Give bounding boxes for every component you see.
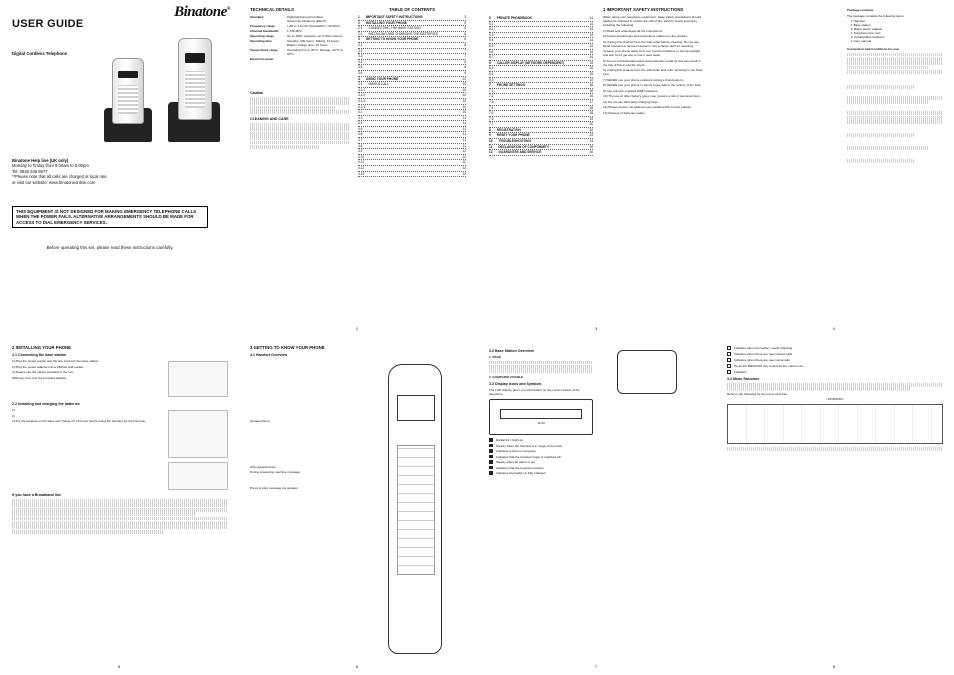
page-number: 3 (594, 326, 598, 331)
toc-entry-page: 6 (464, 42, 466, 47)
handset-on-base-figure (168, 462, 228, 490)
tech-table (250, 15, 350, 61)
base-connection-figure (168, 361, 228, 397)
display-symbol-icon (489, 460, 493, 464)
toc-entry-page: 11 (462, 121, 466, 126)
toc-entry-number: 4.1.4 (358, 104, 366, 109)
toc-entry-page: 14 (589, 49, 593, 54)
package-item: 1 Telephone line cord (851, 31, 881, 35)
toc-entry-number: 5.1 (489, 21, 494, 26)
menu-structure-table (727, 404, 943, 444)
install-step: 2) (12, 413, 15, 418)
icon-row (489, 438, 593, 442)
toc-entry-number: 12 (489, 150, 493, 155)
toc-entry-number: 2.1 (358, 26, 363, 31)
toc-entry-number: 4.1.3 (358, 98, 366, 103)
icon-description: Steady when an alarm is set (496, 460, 535, 465)
toc-entry-page: 8 (464, 59, 466, 64)
page-number: 8 (832, 664, 836, 669)
toc-entry-page: 11 (462, 143, 466, 148)
icon-row (727, 346, 943, 350)
toc-entry-title: TROUBLESHOOTING (498, 139, 531, 144)
package-item: 1 Handset (851, 19, 866, 23)
toc-entry-number: 5.6 (489, 49, 494, 54)
page-number: 6 (355, 664, 359, 669)
toc-entry-page: 18 (589, 105, 593, 110)
toc-entry[interactable] (358, 172, 466, 178)
toc-entry-number: 4.13 (358, 171, 365, 176)
toc-entry-number: 4.4 (358, 121, 363, 126)
toc-entry-number: 3.3 (358, 54, 363, 59)
icon-description: Redial list / Call List (496, 438, 523, 443)
toc-entry-page: 9 (464, 70, 466, 75)
safety-item: 2) Follow all warnings and instructions marked on the product. (603, 34, 688, 38)
tech-title: TECHNICAL DETAILS (250, 7, 295, 12)
toc-entry-page: 17 (589, 99, 593, 104)
toc-entry-page: 16 (589, 88, 593, 93)
toc-entry-number: 6 (489, 60, 491, 65)
toc-entry-number: 3 (358, 37, 360, 42)
toc-entry-page: 11 (462, 115, 466, 120)
tech-value: 1.88 to 1.9 GHz (bandwidth = 20 MHz) (287, 24, 340, 28)
icon-description: Indicates the battery is fully charged (496, 471, 546, 476)
toc-entry-number: 7.7 (489, 122, 494, 127)
toc-entry-number: 8 (489, 127, 491, 132)
toc-left (358, 15, 466, 177)
toc-entry-number: 4.10 (358, 154, 365, 159)
tech-key: Electrical power (250, 57, 274, 61)
icon-description: Indicates when there are new missed calls (734, 352, 793, 356)
toc-entry-page: 14 (589, 38, 593, 43)
toc-entry-number: 4 (358, 76, 360, 81)
toc-entry-page: 18 (589, 111, 593, 116)
display-symbol-icon (489, 466, 493, 470)
toc-entry-title: INSTALLING AND CHARGING THE BATTERIES (368, 31, 438, 36)
display-symbol-icon (489, 449, 493, 453)
toc-entry-page: 11 (462, 126, 466, 131)
toc-entry-page: 15 (589, 60, 593, 65)
tech-key: Operating time (250, 39, 272, 43)
toc-entry-page: 12 (462, 149, 466, 154)
emergency-warning: THIS EQUIPMENT IS NOT DESIGNED FOR MAKING EMERGENCY TELEPHONE CALLS WHEN THE POWER FAILS. ALTERNATIVE ARRANGEMENTS SHOULD BE MADE FOR ACCESS TO DIAL EMERGENCY SERVICES. (12, 206, 208, 228)
package-item: 1 User manual (851, 39, 872, 43)
toc-entry-page: 6 (464, 37, 466, 42)
toc-entry-number: 6.3 (489, 77, 494, 82)
toc-entry-number: 5.4 (489, 38, 494, 43)
icon-row (489, 444, 593, 448)
safety-item: 7) NEVER use your phone outdoors during a thunderstorm. (603, 77, 685, 82)
toc-entry-number: 3.6 (358, 70, 363, 75)
toc-entry-page: 12 (462, 154, 466, 159)
toc-entry-page: 10 (462, 110, 466, 115)
package-contents-page: Package contents The package contains the following items: 1 Handset 1 Base station 1 Mains power adapter 1 Telephone line cord 2 rechargeable batteries 1 User manual Connection and Conditions for use: 4 (715, 0, 953, 337)
toc-entry-number: 10 (489, 139, 493, 144)
toc-entry-page: 12 (462, 166, 466, 171)
toc-entry-number: 7.5 (489, 111, 494, 116)
toc-entry-number: 5.5 (489, 43, 494, 48)
read-instructions-note: Before operating this set, please read these instructions carefully. (46, 245, 174, 250)
toc-entry-title: MAKE A CALL (368, 82, 389, 87)
display-symbol-icon (489, 438, 493, 442)
toc-entry-title: REGISTRATION (496, 127, 521, 132)
toc-entry-page: 12 (462, 160, 466, 165)
toc-entry-page: 14 (589, 32, 593, 37)
phone-illustration (98, 30, 230, 148)
menu-structure-page: Indicates when the battery needs charging Indicates when there are new missed calls Indicates when there are new voicemails Press the MENU/OK key to access the main menu Indicates 3.4 Menu Structure Refer to the following for the menu structure: <UP/DOWN> 8 (715, 338, 953, 675)
lcd-display-figure: 12:30 (489, 399, 593, 435)
toc-entry-page: 11 (462, 138, 466, 143)
safety-item: 11) Do not use third party charging bays. (603, 99, 659, 104)
helpline-info: Binatone Help line (UK only) Monday to Friday from 9.00am to 5.00pm Tel: 0845 345 9677 **Please note that all calls are charged at local rate or visit our website: www.binatoneonline.com (12, 158, 107, 185)
toc-entry-title: INSTALLING YOUR PHONE (365, 20, 407, 25)
display-symbol-icon (727, 346, 731, 350)
toc-entry-page: 16 (589, 83, 593, 88)
safety-item: 8) NEVER use your phone to report a gas leak in the vicinity of the leak. (603, 83, 702, 87)
tech-value: Standby: 100 hours, Talking: 10 hours, Battery charge time: 15 hours (287, 39, 340, 47)
tech-row (250, 24, 350, 28)
toc-entry-page: 3 (464, 15, 466, 19)
tech-key: Frequency range (250, 24, 275, 28)
safety-item: 5) Do not overload wall outlets and extension cords as this can result in the risk of fire or electric shock. (603, 58, 701, 67)
page-number: 4 (832, 326, 836, 331)
display-symbol-icon (727, 370, 731, 374)
toc-entry-page: 14 (589, 55, 593, 60)
tech-row (250, 29, 350, 33)
toc-entry-page: 13 (462, 171, 466, 176)
tech-value: Up to 300m outdoors; up to 50m indoors (287, 34, 343, 38)
tech-value: Operating 0°C to 40°C, Storage -20°C to 60°C (287, 48, 343, 56)
safety-item: 6) Unplug this product from the wall outlet and refer servicing to our Help Line. (603, 68, 703, 76)
icon-description: Indicates when there are new voicemails (734, 358, 790, 362)
toc-entry-number: 7.1 (489, 88, 494, 93)
toc-entry-number: 7.6 (489, 116, 494, 121)
tech-row (250, 48, 350, 56)
base-overview-page: 3.2 Base Station Overview 1. PAGE 2. CHARGING CRADLE 3.3 Display Icons and Symbols The LCD display gives you information on the current status of the telephone. 12:30 Redial list / Call List Steady when the handset is in range of the base Indicates a call is in progress Indicates that the handset ringer is switched off Steady when an alarm is set Indicates that the keypad is locked Indicates the battery is fully charged 7 (477, 338, 715, 675)
base-station-diagram (617, 350, 677, 394)
toc-entry-page: 7 (464, 54, 466, 59)
cleaning-heading: CLEANING AND CARE (250, 116, 289, 121)
toc-entry-number: 4.1 (358, 82, 363, 87)
toc-entry-title: GUARANTEE AND SERVICE (498, 150, 542, 155)
toc-entry-title: USING YOUR PHONE (365, 76, 399, 81)
toc-entry-number: 7.4 (489, 105, 494, 110)
handset-diagram (388, 364, 442, 654)
toc-entry-page: 26 (589, 144, 593, 149)
icon-row (489, 455, 593, 459)
install-step: Warning: Use only the provided adapter. (12, 375, 68, 380)
toc-entry-number: 4.1.1 (358, 87, 366, 92)
toc-entry-page: 22 (589, 127, 593, 132)
toc-entry-page: 5 (464, 26, 466, 31)
toc-entry-title: DECLARATION OF CONFORMITY (498, 144, 549, 149)
tech-value: 1.728 MHz (287, 29, 302, 33)
install-step: 1) (12, 408, 15, 412)
getting-to-know-page: 3 GETTING TO KNOW YOUR PHONE 3.1 Handset Overview speakerphone with speakerphone During answering machine message Press to play message via speaker 6 (238, 338, 476, 675)
toc-entry-number: 5.7 (489, 55, 494, 60)
toc-entry-title: GETTING TO KNOW YOUR PHONE (365, 37, 419, 42)
toc-entry-title: CONNECTING THE BASE STATION (368, 26, 421, 31)
installing-page: 2 INSTALLING YOUR PHONE 2.1 Connecting the base station 1) Plug the power supply and the line cord into the base station. 2) Plug the power adapter into a 230Vac wall socket. 3) Always use the cables provided in the box. Warning: Use only the provided adapter. 2.2 Installing and charging the batteries 1) 2) 3) Put the handset on the base and charge for 15 hours before using the handset for the first time. If you have a Broadband line 5 (0, 338, 238, 675)
cover-subtitle: Digital Cordless Telephone (12, 51, 68, 56)
tech-key: Standard (250, 15, 264, 19)
tech-key: Temperature range (250, 48, 278, 52)
display-symbol-icon (489, 455, 493, 459)
toc-entry-number: 3.1 (358, 42, 363, 47)
icon-description: Indicates when the battery needs charging (734, 346, 793, 350)
icon-row (727, 358, 943, 362)
cover-page (0, 0, 238, 337)
safety-list (603, 29, 705, 115)
icon-row (727, 364, 943, 368)
toc-entry-page: 10 (462, 104, 466, 109)
toc-entry-page: 14 (589, 43, 593, 48)
toc-entry-number: 4.7 (358, 138, 363, 143)
toc-entry-number: 4.11 (358, 160, 364, 165)
icon-description: Indicates (734, 370, 747, 374)
toc-title: TABLE OF CONTENTS (389, 7, 435, 12)
toc-entry-page: 23 (589, 133, 593, 138)
toc-entry-number: 5 (489, 16, 491, 20)
toc-entry-number: 7.3 (489, 99, 494, 104)
toc-entry-page: 24 (589, 139, 593, 144)
toc-entry-title: CALLER DISPLAY (NETWORK DEPENDENT) (496, 60, 565, 65)
toc-entry-title: PRIVATE PHONEBOOK (496, 16, 532, 20)
safety-item: 12) Please ensure the batteries are installed with correct polarity. (603, 105, 692, 109)
tech-value: Digital Enhanced Cordless Telecommunications (DECT) (287, 15, 327, 23)
toc-entry-page: 14 (589, 21, 593, 26)
toc-entry-number: 4.5 (358, 126, 363, 131)
toc-entry-number: 2 (358, 20, 360, 25)
cover-title: USER GUIDE (12, 18, 84, 30)
toc-entry-title: PHONE SETTINGS (496, 83, 525, 88)
safety-title: 1 IMPORTANT SAFETY INSTRUCTIONS (603, 7, 684, 12)
toc-entry-page: 10 (462, 93, 466, 98)
toc-entry-number: 5.3 (489, 32, 494, 37)
toc-entry-page: 10 (462, 76, 466, 81)
toc-entry-number: 9 (489, 133, 491, 138)
toc-entry-number: 6.1 (489, 66, 494, 71)
toc-entry-page: 20 (589, 122, 593, 127)
tech-key: Operating range (250, 34, 274, 38)
toc-entry-number: 3.2 (358, 48, 363, 53)
page-number: 7 (594, 664, 598, 669)
toc-entry-page: 15 (589, 71, 593, 76)
toc-entry-page: 14 (589, 27, 593, 32)
toc-entry-number: 4.9 (358, 149, 363, 154)
icon-row (489, 449, 593, 453)
toc-entry-page: 10 (462, 82, 466, 87)
toc-entry-number: 3.5 (358, 65, 363, 70)
install-step: 3) Always use the cables provided in the box. (12, 370, 74, 374)
icon-row (489, 460, 593, 464)
package-item: 2 rechargeable batteries (851, 35, 885, 39)
toc-entry-number: 4.8 (358, 143, 363, 148)
toc-entry-page: 16 (589, 94, 593, 99)
page-number: 5 (117, 664, 121, 669)
install-step: 3) Put the handset on the base and charge for 15 hours before using the handset for the first time. (12, 419, 146, 423)
toc-entry-number: 7 (489, 83, 491, 88)
tech-key: Channel bandwidth (250, 29, 279, 33)
toc-entry-page: 15 (589, 77, 593, 82)
install-step: 1) Plug the power supply and the line cord into the base station. (12, 359, 100, 363)
icon-description: Indicates a call is in progress (496, 449, 536, 454)
battery-install-figure (168, 410, 228, 458)
icon-description: Steady when the handset is in range of the base (496, 443, 563, 448)
toc-entry-number: 3.4 (358, 59, 363, 64)
toc-entry-page: 7 (464, 48, 466, 53)
toc-entry-number: 2.2 (358, 31, 363, 36)
icon-description: Indicates that the keypad is locked (496, 465, 544, 470)
toc-entry-number: 4.12 (358, 166, 365, 171)
display-symbol-icon (489, 444, 493, 448)
package-item: 1 Mains power adapter (851, 27, 883, 31)
toc-entry-page: 10 (462, 98, 466, 103)
tech-row (250, 15, 350, 23)
display-symbol-icon (727, 358, 731, 362)
toc-entry[interactable] (489, 150, 593, 156)
toc-entry-page: 5 (464, 20, 466, 25)
tech-row (250, 57, 350, 61)
toc-entry-number: 6.2 (489, 71, 494, 76)
display-symbol-icon (489, 471, 493, 475)
package-item: 1 Base station (851, 23, 871, 27)
toc-entry-page: 26 (589, 150, 593, 155)
safety-item: 4) Keep your phone away from hot, humid conditions or strong sunlight, and don't let it get wet or use it near water. (603, 49, 701, 57)
toc-entry-page: 10 (462, 87, 466, 92)
tech-row (250, 39, 350, 47)
icon-row (489, 466, 593, 470)
technical-details-page (238, 0, 476, 337)
safety-item: 3) Unplug this product from the wall outlet before cleaning. Do not use liquid cleaners or aerosol cleaners. Use a damp cloth for cleaning. (603, 39, 699, 48)
tech-value (287, 57, 350, 61)
toc-entry-page: 5 (464, 31, 466, 36)
safety-item: 13) Dispose of batteries safely. (603, 110, 646, 115)
safety-item: 10) The use of other battery types may present a risk of personal injury. (603, 94, 701, 98)
toc-entry-title: IMPORTANT SAFETY INSTRUCTIONS (365, 15, 423, 19)
display-symbol-icon (727, 364, 731, 368)
package-list (847, 19, 943, 43)
icon-row (489, 471, 593, 475)
display-symbol-icon (727, 352, 731, 356)
icon-description: Press the MENU/OK key to access the main menu (734, 364, 804, 368)
toc-entry-number: 4.2 (358, 110, 363, 115)
toc-entry-page: 14 (589, 16, 593, 20)
toc-entry-number: 11 (489, 144, 493, 149)
brand-logo: Binatone® (174, 4, 230, 20)
toc-entry-page: 8 (464, 65, 466, 70)
toc-entry-number: 4.3 (358, 115, 363, 120)
caution-heading: Caution (250, 91, 264, 95)
toc-entry-number: 4.6 (358, 132, 363, 137)
tech-row (250, 34, 350, 38)
safety-item: 9) Use only the supplied NiMH batteries. (603, 88, 659, 93)
toc-entry-number: 7.2 (489, 94, 494, 99)
toc-entry-number: 5.2 (489, 27, 494, 32)
toc-entry-number: 1 (358, 15, 360, 19)
icon-row (727, 352, 943, 356)
icon-description: Indicates that the handset ringer is switched off (496, 454, 561, 459)
page-number: 1 (355, 326, 359, 331)
toc-entry-page: 11 (462, 132, 466, 137)
toc-right (489, 16, 593, 156)
install-step: 2) Plug the power adapter into a 230Vac wall socket. (12, 364, 85, 369)
toc-entry-number: 4.1.2 (358, 93, 366, 98)
toc-entry-page: 19 (589, 116, 593, 121)
icon-row (727, 370, 943, 374)
safety-item: 1) Read and understand all the instructions. (603, 28, 663, 33)
broadband-heading: If you have a Broadband line (12, 493, 61, 497)
toc-entry-page: 15 (589, 66, 593, 71)
toc-entry-title: RESET YOUR PHONE (496, 133, 530, 138)
toc-safety-page: 5 PRIVATE PHONEBOOK 14 5.1 14 5.2 14 5.3 14 5.4 14 5.5 14 5.6 14 5.7 14 6 CALLER DISPLAY (NETWORK DEPENDENT) 15 6.1 15 6.2 15 6.3 15 7 PHONE SETTINGS 16 7.1 16 7.2 16 7.3 17 7.4 18 7.5 18 7.6 19 7.7 20 8 REGISTRATION 22 9 RESET YOUR PHONE 23 10 TROUBLESHOOTING 24 11 DECLARATION OF CONFORMITY 26 12 GUARANTEE AND SERVICE 26 1 IMPORTANT SAFETY INSTRUCTIONS When using your telephone equipment, basic safety precautions should always be followed to reduce the risk of fire, electric shock and injury, including the following: 1) Read and understand all the instructions. 2) Follow all warnings and instructions marked on the product. 3) Unplug this product from the wall outlet before cleaning. Do not use liquid cleaners or aerosol cleaners. Use a damp cloth for cleaning. 4) Keep your phone away from hot, humid conditions or strong sunlight, and don't let it get wet or use it near water. 5) Do not overload wall outlets and extension cords as this can result in the risk of fire or electric shock. 6) Unplug this product from the wall outlet and refer servicing to our Help Line. 7) NEVER use your phone outdoors during a thunderstorm. 8) NEVER use your phone to report a gas leak in the vicinity of the leak. 9) Use only the supplied NiMH batteries. 10) The use of other battery types may present a risk of personal injury. 11) Do not use third party charging bays. 12) Please ensure the batteries are installed with correct polarity. 13) Dispose of batteries safely. 3 (477, 0, 715, 337)
